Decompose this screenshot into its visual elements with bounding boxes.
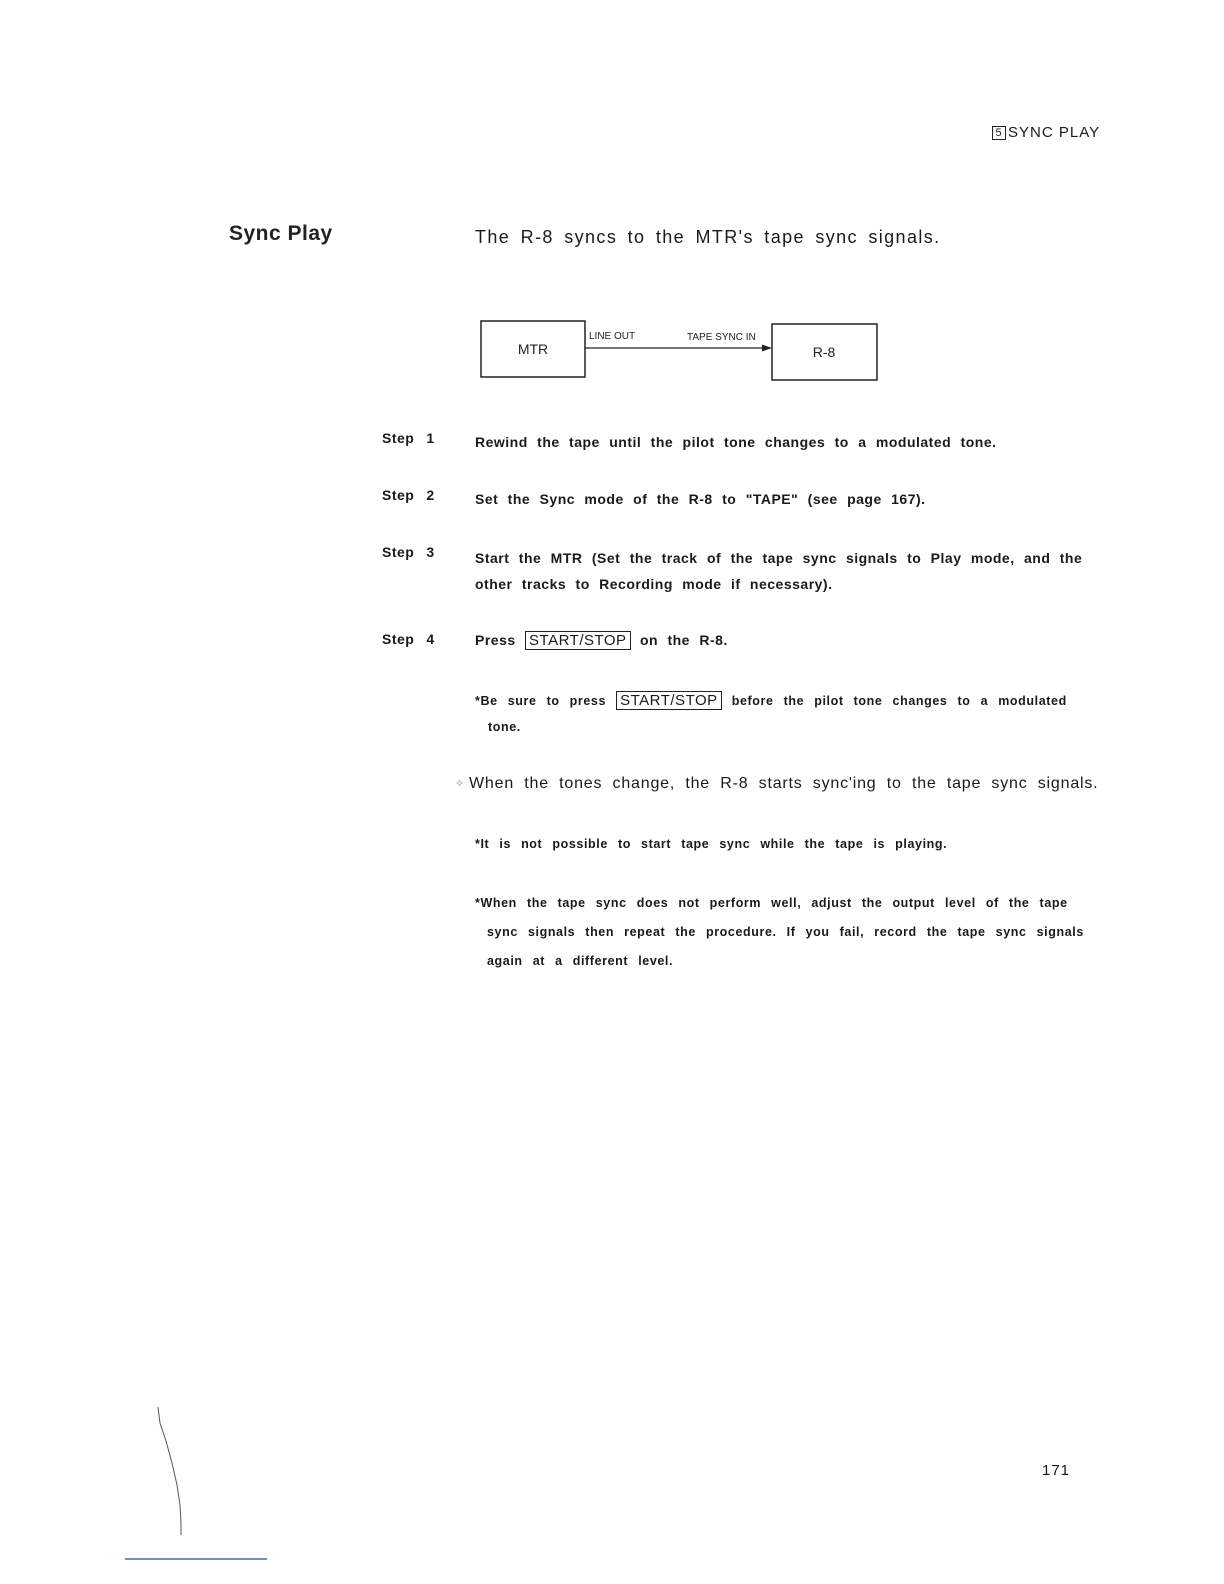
note-playing: *It is not possible to start tape sync while the tape is playing. xyxy=(475,837,948,851)
start-stop-key-label: START/STOP xyxy=(616,691,722,710)
page-number: 171 xyxy=(1042,1462,1071,1479)
bottom-rule xyxy=(125,1558,267,1560)
result-text: ✧ When the tones change, the R-8 starts sync'ing to the tape sync signals. xyxy=(455,775,1099,792)
step-3-line-2: other tracks to Recording mode if necessary). xyxy=(475,576,833,592)
r8-label: R-8 xyxy=(812,344,836,360)
connection-diagram xyxy=(470,310,890,390)
note-start-stop: *Be sure to press START/STOP before the pilot tone changes to a modulated tone. xyxy=(475,692,1067,734)
intro-text: The R-8 syncs to the MTR's tape sync signals. xyxy=(475,227,941,247)
line-out-label: LINE OUT xyxy=(589,331,636,342)
step-2-text: Set the Sync mode of the R-8 to "TAPE" (see page 167). xyxy=(475,491,926,507)
tape-sync-in-label: TAPE SYNC IN xyxy=(687,332,756,343)
step-4-label: Step 4 xyxy=(382,631,435,647)
step-1-label: Step 1 xyxy=(382,430,435,446)
section-number-badge: 5 xyxy=(992,126,1006,140)
result-marker-icon: ✧ xyxy=(455,778,466,790)
step-3-text xyxy=(475,545,1082,597)
step-1-text: Rewind the tape until the pilot tone changes to a modulated tone. xyxy=(475,434,997,450)
step-4-text: Press START/STOP on the R-8. xyxy=(475,632,728,649)
arrow-head-icon xyxy=(762,345,772,352)
step-3-label: Step 3 xyxy=(382,544,435,560)
page-title: Sync Play xyxy=(229,222,333,245)
step-3-line-1: Start the MTR (Set the track of the tape sync signals to Play mode, and the xyxy=(475,550,1083,566)
mtr-label: MTR xyxy=(517,341,549,357)
step-2-label: Step 2 xyxy=(382,487,435,503)
section-header xyxy=(992,124,1100,141)
section-label: SYNC PLAY xyxy=(1008,124,1101,141)
note-sync-failure: *When the tape sync does not perform well, adjust the output level of the tape sync signals then repeat the procedure. If you fail, record the tape sync signals again at a different level. xyxy=(475,896,1084,968)
scan-edge-mark xyxy=(150,1405,200,1540)
start-stop-key-label: START/STOP xyxy=(525,631,631,650)
